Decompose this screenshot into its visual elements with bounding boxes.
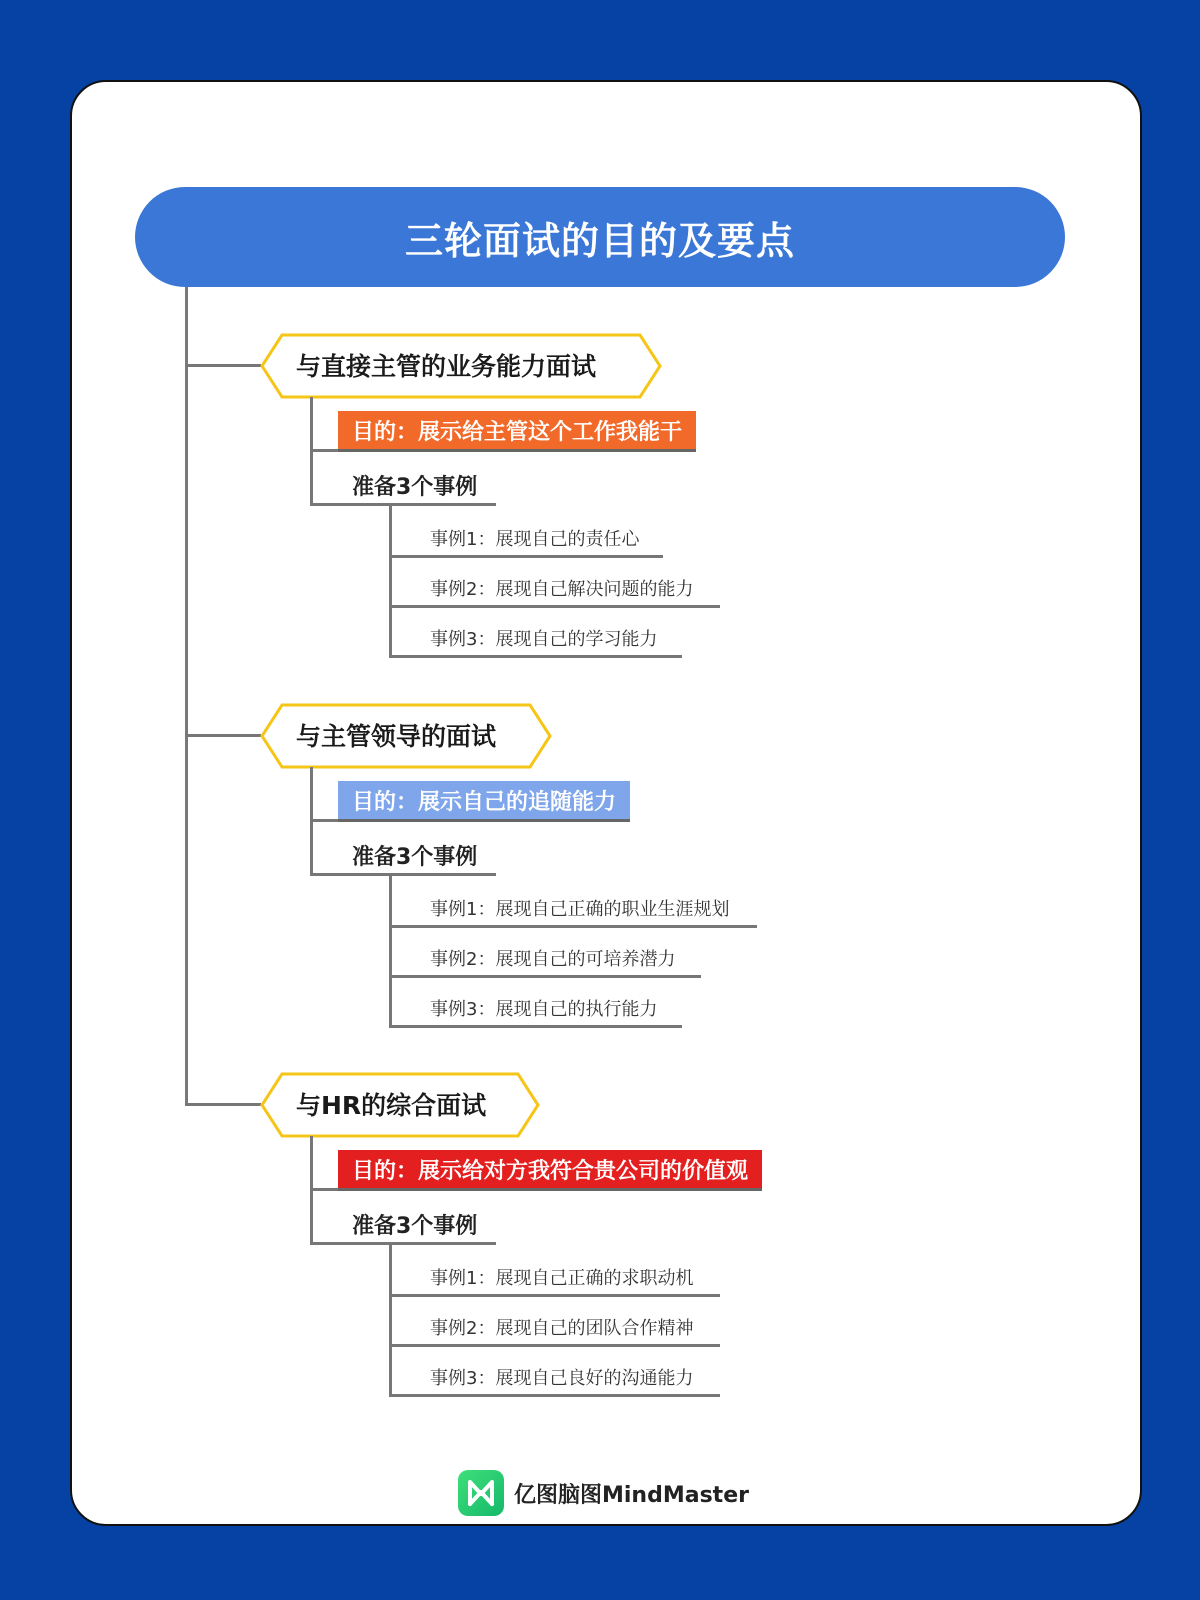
example-underline bbox=[389, 1294, 720, 1297]
branch-3-example-2: 事例2：展现自己的团队合作精神 bbox=[430, 1318, 694, 1339]
root-title: 三轮面试的目的及要点 bbox=[135, 187, 1065, 287]
branch-3-example-1: 事例1：展现自己正确的求职动机 bbox=[430, 1268, 694, 1289]
example-underline bbox=[389, 1394, 720, 1397]
examples-trunk bbox=[389, 1244, 392, 1396]
branch-2-example-2: 事例2：展现自己的可培养潜力 bbox=[430, 949, 676, 970]
example-underline bbox=[389, 925, 757, 928]
branch-1-example-2: 事例2：展现自己解决问题的能力 bbox=[430, 579, 694, 600]
branch-1-example-3: 事例3：展现自己的学习能力 bbox=[430, 629, 658, 650]
branch-connector bbox=[185, 1103, 261, 1106]
branch-2-purpose: 目的：展示自己的追随能力 bbox=[338, 781, 630, 822]
examples-trunk bbox=[389, 875, 392, 1027]
prep-underline bbox=[310, 503, 496, 506]
branch-1-title: 与直接主管的业务能力面试 bbox=[296, 352, 597, 381]
branch-3-example-3: 事例3：展现自己良好的沟通能力 bbox=[430, 1368, 694, 1389]
prep-underline bbox=[310, 873, 496, 876]
branch-2-node[interactable] bbox=[260, 703, 552, 767]
purpose-connector bbox=[310, 449, 338, 452]
branch-2-title: 与主管领导的面试 bbox=[296, 722, 497, 751]
example-underline bbox=[389, 1344, 720, 1347]
main-trunk-line bbox=[185, 287, 188, 1105]
branch-1-example-1: 事例1：展现自己的责任心 bbox=[430, 529, 640, 550]
branch-1-prep: 准备3个事例 bbox=[352, 474, 478, 500]
branch-1-node[interactable] bbox=[260, 333, 662, 397]
example-underline bbox=[389, 1025, 682, 1028]
branch-3-title: 与HR的综合面试 bbox=[296, 1091, 487, 1120]
mindmaster-logo-icon bbox=[458, 1470, 504, 1516]
branch-3-node[interactable] bbox=[260, 1072, 540, 1136]
branch-1-purpose: 目的：展示给主管这个工作我能干 bbox=[338, 411, 696, 452]
example-underline bbox=[389, 655, 682, 658]
example-underline bbox=[389, 975, 701, 978]
example-underline bbox=[389, 555, 663, 558]
branch-2-example-1: 事例1：展现自己正确的职业生涯规划 bbox=[430, 899, 730, 920]
example-underline bbox=[389, 605, 720, 608]
prep-underline bbox=[310, 1242, 496, 1245]
branch-connector bbox=[185, 734, 261, 737]
branch-2-prep: 准备3个事例 bbox=[352, 844, 478, 870]
examples-trunk bbox=[389, 505, 392, 657]
branch-3-prep: 准备3个事例 bbox=[352, 1213, 478, 1239]
purpose-connector bbox=[310, 1188, 338, 1191]
branch-2-example-3: 事例3：展现自己的执行能力 bbox=[430, 999, 658, 1020]
logo-text: 亿图脑图MindMaster bbox=[514, 1482, 749, 1508]
mindmaster-logo bbox=[458, 1469, 749, 1517]
branch-3-purpose: 目的：展示给对方我符合贵公司的价值观 bbox=[338, 1150, 762, 1191]
branch-connector bbox=[185, 364, 261, 367]
purpose-connector bbox=[310, 819, 338, 822]
